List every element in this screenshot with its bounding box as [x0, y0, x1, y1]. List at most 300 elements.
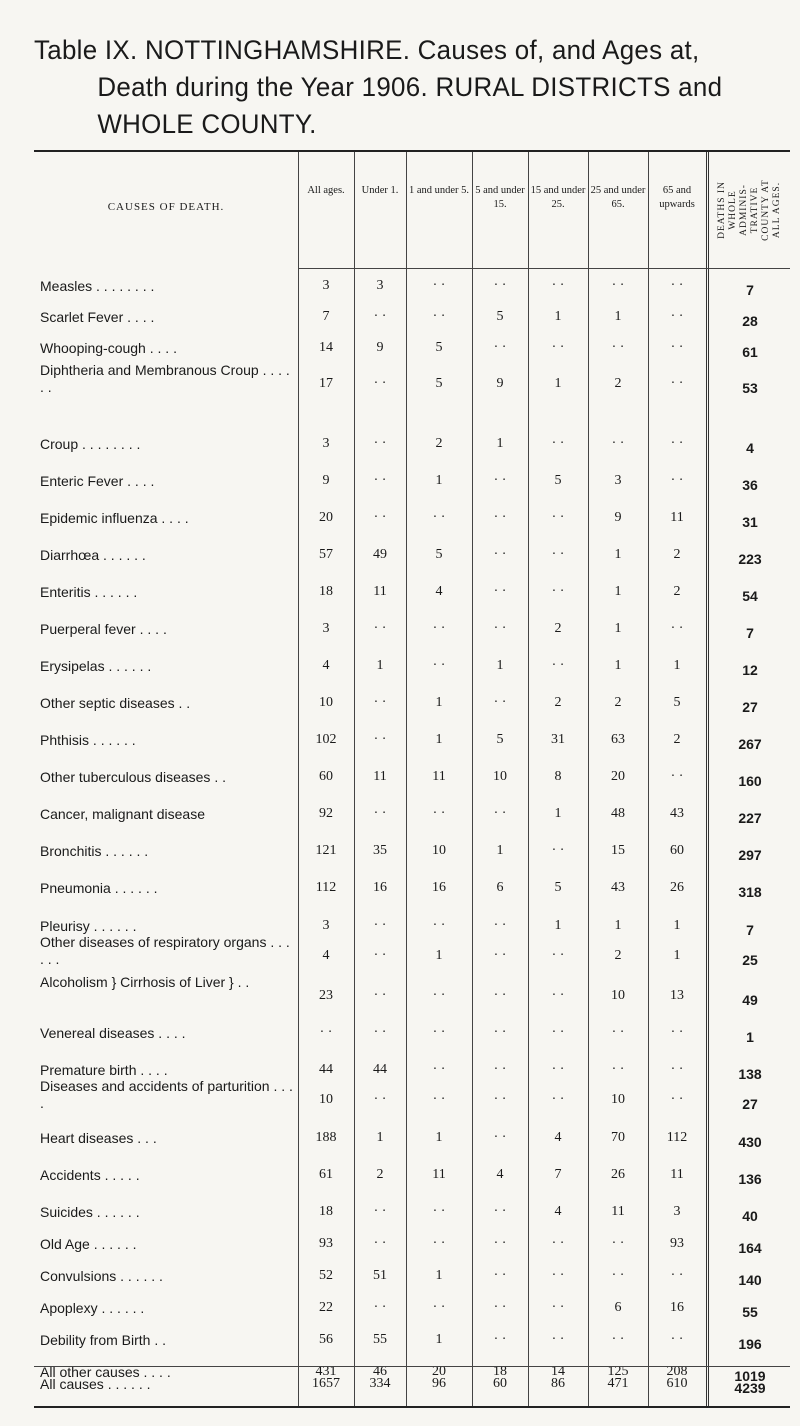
- cell-value: · ·: [611, 1025, 625, 1040]
- cell-value: 7: [322, 309, 330, 324]
- cause-label: Venereal diseases . . . .: [40, 1025, 186, 1041]
- cell-value: 2: [614, 376, 622, 391]
- cell-value: 1: [614, 547, 622, 562]
- cell-value: · ·: [551, 510, 565, 525]
- cell-value: · ·: [551, 340, 565, 355]
- cell-value: 9: [496, 376, 504, 391]
- county-total-value: 223: [738, 551, 762, 567]
- cell-value: 1: [496, 843, 504, 858]
- cell-value: · ·: [319, 1025, 333, 1040]
- cell-value: · ·: [551, 1025, 565, 1040]
- county-total-value: 25: [742, 952, 758, 968]
- cell-value: · ·: [551, 1268, 565, 1283]
- cell-value: 51: [373, 1268, 387, 1283]
- cell-value: · ·: [373, 1300, 387, 1315]
- cell-value: 1: [496, 658, 504, 673]
- cell-value: · ·: [670, 376, 684, 391]
- cause-label: Convulsions . . . . . .: [40, 1268, 163, 1284]
- cause-label: Diseases and accidents of parturition . . . .: [40, 1078, 293, 1111]
- cause-label: All causes . . . . . .: [40, 1376, 151, 1392]
- cell-value: · ·: [611, 1332, 625, 1347]
- cell-value: 1: [435, 695, 443, 710]
- cell-value: · ·: [373, 918, 387, 933]
- cell-value: · ·: [493, 1062, 507, 1077]
- cell-value: 2: [614, 695, 622, 710]
- county-total-value: 318: [738, 884, 762, 900]
- cell-value: 18: [493, 1364, 507, 1379]
- cell-value: 16: [432, 880, 446, 895]
- cell-value: 5: [554, 880, 562, 895]
- cell-value: 17: [319, 376, 333, 391]
- cell-value: 10: [319, 1092, 333, 1107]
- cell-value: 26: [670, 880, 684, 895]
- county-total-value: 297: [738, 847, 762, 863]
- county-total-value: 61: [742, 344, 758, 360]
- cell-value: 1: [435, 473, 443, 488]
- cell-value: · ·: [432, 1300, 446, 1315]
- cell-value: · ·: [373, 988, 387, 1003]
- county-total-value: 227: [738, 810, 762, 826]
- cell-value: 3: [322, 436, 330, 451]
- header-label: 5 and under 15.: [475, 185, 525, 210]
- cell-value: 14: [319, 340, 333, 355]
- cell-value: · ·: [611, 1236, 625, 1251]
- cell-value: · ·: [493, 1332, 507, 1347]
- cell-value: · ·: [551, 988, 565, 1003]
- cell-value: 22: [319, 1300, 333, 1315]
- cell-value: 11: [670, 510, 684, 525]
- county-total-value: 12: [742, 662, 758, 678]
- county-total-value: 196: [738, 1336, 762, 1352]
- cell-value: · ·: [611, 1268, 625, 1283]
- mortality-table: [34, 150, 790, 1408]
- cell-value: · ·: [493, 988, 507, 1003]
- cell-value: 1: [435, 1130, 443, 1145]
- cell-value: 61: [319, 1167, 333, 1182]
- cell-value: 2: [435, 436, 443, 451]
- cause-label: Enteric Fever . . . .: [40, 473, 155, 489]
- county-total-value: 430: [738, 1134, 762, 1150]
- county-total-value: 27: [742, 699, 758, 715]
- cell-value: 52: [319, 1268, 333, 1283]
- cell-value: 55: [373, 1332, 387, 1347]
- cell-value: · ·: [432, 1062, 446, 1077]
- county-total-value: 267: [738, 736, 762, 752]
- cell-value: · ·: [373, 948, 387, 963]
- cell-value: 43: [611, 880, 625, 895]
- cell-value: 93: [670, 1236, 684, 1251]
- county-total-value: 31: [742, 514, 758, 530]
- cell-value: 11: [432, 1167, 446, 1182]
- header-label: 1 and under 5.: [408, 185, 470, 196]
- cell-value: · ·: [493, 473, 507, 488]
- cell-value: 1: [673, 918, 681, 933]
- county-total-value: 27: [742, 1096, 758, 1112]
- cell-value: 93: [319, 1236, 333, 1251]
- cell-value: 31: [551, 732, 565, 747]
- cell-value: 63: [611, 732, 625, 747]
- cell-value: 1: [496, 436, 504, 451]
- cell-value: 3: [673, 1204, 681, 1219]
- cell-value: 86: [551, 1376, 565, 1391]
- cell-value: · ·: [493, 278, 507, 293]
- cell-value: · ·: [373, 376, 387, 391]
- cause-label: Diphtheria and Membranous Croup . . . . . .: [40, 362, 290, 395]
- cell-value: 5: [435, 340, 443, 355]
- cell-value: · ·: [373, 732, 387, 747]
- cell-value: 1: [554, 806, 562, 821]
- cell-value: 11: [373, 584, 387, 599]
- cell-value: 2: [673, 584, 681, 599]
- cell-value: · ·: [432, 309, 446, 324]
- cell-value: 48: [611, 806, 625, 821]
- cell-value: 10: [611, 988, 625, 1003]
- cell-value: 1: [376, 1130, 384, 1145]
- cell-value: · ·: [432, 1204, 446, 1219]
- cell-value: 102: [315, 732, 337, 747]
- cell-value: 3: [614, 473, 622, 488]
- cell-value: 188: [315, 1130, 337, 1145]
- cell-value: 1: [376, 658, 384, 673]
- cell-value: · ·: [493, 547, 507, 562]
- cell-value: · ·: [373, 806, 387, 821]
- cell-value: 60: [670, 843, 684, 858]
- cause-label: Pneumonia . . . . . .: [40, 880, 158, 896]
- table-title: [34, 32, 744, 143]
- county-total-value: 7: [746, 625, 754, 641]
- cell-value: · ·: [373, 621, 387, 636]
- cause-label: Enteritis . . . . . .: [40, 584, 138, 600]
- cell-value: · ·: [551, 436, 565, 451]
- cell-value: · ·: [670, 1268, 684, 1283]
- cell-value: 1: [614, 918, 622, 933]
- cell-value: 57: [319, 547, 333, 562]
- cell-value: · ·: [493, 510, 507, 525]
- cell-value: · ·: [493, 1236, 507, 1251]
- cell-value: 5: [496, 732, 504, 747]
- cell-value: 5: [435, 547, 443, 562]
- cell-value: 4: [496, 1167, 504, 1182]
- cause-label: Cancer, malignant disease: [40, 806, 205, 822]
- cell-value: 1657: [312, 1376, 340, 1391]
- cell-value: · ·: [670, 340, 684, 355]
- cell-value: 4: [322, 658, 330, 673]
- cell-value: · ·: [493, 806, 507, 821]
- header-age-col-1: [354, 152, 406, 267]
- cell-value: 610: [666, 1376, 688, 1391]
- cell-value: 1: [435, 1268, 443, 1283]
- cell-value: 121: [315, 843, 337, 858]
- header-age-col-4: [528, 152, 588, 267]
- header-causes: CAUSES OF DEATH.: [107, 201, 225, 213]
- title-line-2: Death during the Year 1906. RURAL DISTRICTS and: [97, 72, 723, 102]
- cell-value: 2: [673, 547, 681, 562]
- cell-value: 70: [611, 1130, 625, 1145]
- cell-value: · ·: [551, 1092, 565, 1107]
- cell-value: · ·: [432, 1025, 446, 1040]
- header-label: All ages.: [307, 185, 345, 196]
- cell-value: 18: [319, 1204, 333, 1219]
- cell-value: 112: [666, 1130, 688, 1145]
- cell-value: 10: [493, 769, 507, 784]
- cell-value: 5: [435, 376, 443, 391]
- cell-value: 3: [322, 918, 330, 933]
- cell-value: · ·: [551, 1332, 565, 1347]
- cell-value: · ·: [432, 1092, 446, 1107]
- county-total-value: 1: [746, 1029, 754, 1045]
- cell-value: · ·: [432, 806, 446, 821]
- cell-value: 15: [611, 843, 625, 858]
- county-total-value: 7: [746, 282, 754, 298]
- cell-value: · ·: [493, 948, 507, 963]
- cell-value: · ·: [551, 1236, 565, 1251]
- cell-value: 9: [614, 510, 622, 525]
- cell-value: · ·: [611, 1062, 625, 1077]
- county-total-value: 1019: [734, 1368, 766, 1384]
- cell-value: 1: [554, 376, 562, 391]
- cell-value: · ·: [432, 918, 446, 933]
- totals-rule: [34, 1366, 790, 1367]
- cell-value: 2: [673, 732, 681, 747]
- cell-value: 2: [614, 948, 622, 963]
- cell-value: 11: [670, 1167, 684, 1182]
- cause-label: Whooping-cough . . . .: [40, 340, 177, 356]
- cause-label: Old Age . . . . . .: [40, 1236, 137, 1252]
- cell-value: · ·: [493, 1204, 507, 1219]
- county-total-value: 40: [742, 1208, 758, 1224]
- cell-value: · ·: [551, 948, 565, 963]
- cell-value: · ·: [670, 1332, 684, 1347]
- cell-value: 16: [373, 880, 387, 895]
- cell-value: 3: [322, 278, 330, 293]
- cell-value: 6: [496, 880, 504, 895]
- cell-value: 112: [315, 880, 337, 895]
- cell-value: · ·: [432, 988, 446, 1003]
- cell-value: 46: [373, 1364, 387, 1379]
- cell-value: · ·: [551, 843, 565, 858]
- county-total-value: 136: [738, 1171, 762, 1187]
- header-rule: [298, 268, 790, 269]
- cause-label: Pleurisy . . . . . .: [40, 918, 137, 934]
- cell-value: 56: [319, 1332, 333, 1347]
- cell-value: · ·: [670, 1062, 684, 1077]
- cell-value: 1: [435, 1332, 443, 1347]
- county-total-value: 138: [738, 1066, 762, 1082]
- cell-value: 43: [670, 806, 684, 821]
- cell-value: 26: [611, 1167, 625, 1182]
- county-total-value: 4: [746, 440, 754, 456]
- cell-value: 44: [319, 1062, 333, 1077]
- cell-value: 4: [554, 1130, 562, 1145]
- cell-value: 11: [373, 769, 387, 784]
- cell-value: · ·: [493, 621, 507, 636]
- cell-value: · ·: [551, 1300, 565, 1315]
- cause-label: Measles . . . . . . . .: [40, 278, 155, 294]
- cell-value: · ·: [432, 1236, 446, 1251]
- header-county-total: [710, 152, 790, 267]
- cell-value: · ·: [493, 1092, 507, 1107]
- cell-value: 1: [554, 309, 562, 324]
- cell-value: 1: [673, 948, 681, 963]
- cell-value: 11: [611, 1204, 625, 1219]
- cell-value: 49: [373, 547, 387, 562]
- header-age-col-0: [298, 152, 354, 267]
- cell-value: 1: [435, 732, 443, 747]
- county-total-value: 53: [742, 380, 758, 396]
- cell-value: · ·: [670, 1092, 684, 1107]
- cell-value: · ·: [493, 918, 507, 933]
- cause-label: Epidemic influenza . . . .: [40, 510, 189, 526]
- column-rule: [706, 152, 709, 1406]
- cell-value: 125: [607, 1364, 629, 1379]
- cell-value: 1: [614, 584, 622, 599]
- cell-value: 3: [322, 621, 330, 636]
- cell-value: 23: [319, 988, 333, 1003]
- cause-label: All other causes . . . .: [40, 1364, 171, 1380]
- cell-value: 1: [614, 309, 622, 324]
- cell-value: 11: [432, 769, 446, 784]
- cell-value: 3: [376, 278, 384, 293]
- cell-value: 20: [611, 769, 625, 784]
- cause-label: Diarrhœa . . . . . .: [40, 547, 146, 563]
- cell-value: 334: [369, 1376, 391, 1391]
- cell-value: 20: [432, 1364, 446, 1379]
- cell-value: · ·: [432, 658, 446, 673]
- county-total-value: 140: [738, 1272, 762, 1288]
- cell-value: 1: [614, 621, 622, 636]
- cause-label: Apoplexy . . . . . .: [40, 1300, 145, 1316]
- cell-value: 1: [554, 918, 562, 933]
- cell-value: 208: [666, 1364, 688, 1379]
- title-line-1: Table IX. NOTTINGHAMSHIRE. Causes of, and Ages at,: [34, 35, 700, 65]
- county-total-value: 54: [742, 588, 758, 604]
- cause-label: Other tuberculous diseases . .: [40, 769, 226, 785]
- cell-value: 6: [614, 1300, 622, 1315]
- cell-value: 2: [554, 621, 562, 636]
- cell-value: · ·: [493, 1025, 507, 1040]
- cell-value: 10: [611, 1092, 625, 1107]
- cell-value: · ·: [551, 278, 565, 293]
- cell-value: · ·: [670, 278, 684, 293]
- county-total-value: 7: [746, 922, 754, 938]
- county-total-value: 49: [742, 992, 758, 1008]
- cell-value: · ·: [493, 1300, 507, 1315]
- cell-value: · ·: [373, 510, 387, 525]
- cell-value: 7: [554, 1167, 562, 1182]
- cell-value: 60: [493, 1376, 507, 1391]
- cause-label: Bronchitis . . . . . .: [40, 843, 149, 859]
- county-total-value: 36: [742, 477, 758, 493]
- cell-value: 14: [551, 1364, 565, 1379]
- cell-value: · ·: [551, 1062, 565, 1077]
- county-total-value: 55: [742, 1304, 758, 1320]
- cell-value: · ·: [611, 436, 625, 451]
- cause-label: Puerperal fever . . . .: [40, 621, 167, 637]
- cause-label: Alcoholism } Cirrhosis of Liver } . .: [40, 974, 250, 990]
- cell-value: 1: [673, 658, 681, 673]
- cell-value: · ·: [373, 695, 387, 710]
- cell-value: 5: [554, 473, 562, 488]
- cell-value: · ·: [432, 278, 446, 293]
- cause-label: Scarlet Fever . . . .: [40, 309, 155, 325]
- cell-value: · ·: [670, 1025, 684, 1040]
- header-age-col-6: [648, 152, 706, 267]
- cell-value: 60: [319, 769, 333, 784]
- cell-value: · ·: [373, 1204, 387, 1219]
- cell-value: · ·: [551, 547, 565, 562]
- header-label: 65 and upwards: [659, 185, 695, 210]
- cell-value: 10: [432, 843, 446, 858]
- cell-value: · ·: [670, 309, 684, 324]
- county-total-value: 164: [738, 1240, 762, 1256]
- cell-value: 92: [319, 806, 333, 821]
- cause-label: Other diseases of respiratory organs . . . . . .: [40, 934, 290, 967]
- cell-value: · ·: [670, 473, 684, 488]
- cause-label: Phthisis . . . . . .: [40, 732, 136, 748]
- cell-value: 18: [319, 584, 333, 599]
- cause-label: Heart diseases . . .: [40, 1130, 157, 1146]
- cause-label: Other septic diseases . .: [40, 695, 191, 711]
- header-age-col-3: [472, 152, 528, 267]
- cell-value: 35: [373, 843, 387, 858]
- cell-value: 10: [319, 695, 333, 710]
- cell-value: · ·: [493, 695, 507, 710]
- cell-value: · ·: [670, 769, 684, 784]
- cell-value: 4: [435, 584, 443, 599]
- cell-value: 2: [376, 1167, 384, 1182]
- county-total-value: 160: [738, 773, 762, 789]
- cell-value: 5: [673, 695, 681, 710]
- cell-value: 4: [322, 948, 330, 963]
- cell-value: 4: [554, 1204, 562, 1219]
- cell-value: · ·: [611, 340, 625, 355]
- county-total-value: 4239: [734, 1380, 766, 1396]
- cause-label: Croup . . . . . . . .: [40, 436, 141, 452]
- cell-value: 5: [496, 309, 504, 324]
- cell-value: · ·: [373, 1025, 387, 1040]
- header-label: Under 1.: [361, 185, 399, 196]
- cell-value: 471: [607, 1376, 629, 1391]
- cause-label: Debility from Birth . .: [40, 1332, 167, 1348]
- cell-value: 9: [376, 340, 384, 355]
- cause-label: Accidents . . . . .: [40, 1167, 140, 1183]
- cell-value: 20: [319, 510, 333, 525]
- cell-value: · ·: [432, 510, 446, 525]
- cell-value: 2: [554, 695, 562, 710]
- header-age-col-5: [588, 152, 648, 267]
- cell-value: 1: [435, 948, 443, 963]
- cell-value: · ·: [493, 1268, 507, 1283]
- county-total-value: 28: [742, 313, 758, 329]
- cell-value: · ·: [493, 1130, 507, 1145]
- cell-value: 13: [670, 988, 684, 1003]
- cell-value: 8: [554, 769, 562, 784]
- cause-label: Suicides . . . . . .: [40, 1204, 140, 1220]
- cell-value: 1: [614, 658, 622, 673]
- cell-value: 44: [373, 1062, 387, 1077]
- cell-value: · ·: [670, 436, 684, 451]
- cell-value: · ·: [670, 621, 684, 636]
- cause-label: Erysipelas . . . . . .: [40, 658, 152, 674]
- cell-value: · ·: [611, 278, 625, 293]
- cell-value: 431: [315, 1364, 337, 1379]
- cell-value: · ·: [373, 436, 387, 451]
- header-total-label: DEATHS IN WHOLE ADMINIS-TRATIVE COUNTY AT ALL AGES.: [717, 178, 782, 241]
- header-label: 25 and under 65.: [590, 185, 646, 210]
- title-line-3: WHOLE COUNTY.: [97, 109, 317, 139]
- cause-label: Premature birth . . . .: [40, 1062, 168, 1078]
- header-label: 15 and under 25.: [530, 185, 586, 210]
